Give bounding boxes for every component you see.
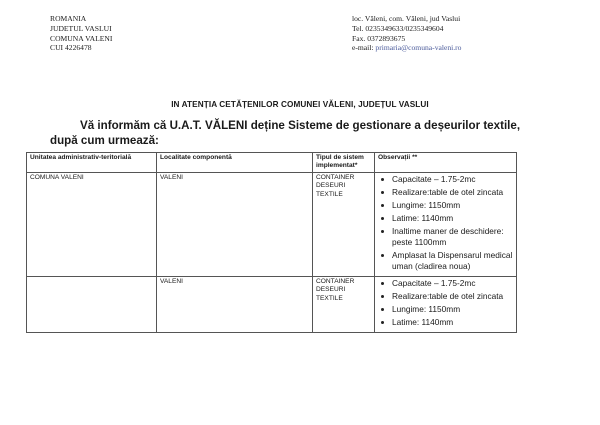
notes-list — [378, 278, 513, 331]
contact-fax: Fax. 0372893675 — [352, 33, 406, 43]
cell-system-type: CONTAINER DESEURI TEXTILE — [313, 172, 375, 276]
note-item: Latime: 1140mm — [378, 317, 513, 328]
note-item: Realizare:table de otel zincata — [378, 291, 513, 302]
letterhead-country: ROMANIA — [50, 14, 87, 23]
attention-heading: IN ATENȚIA CETĂȚENILOR COMUNEI VĂLENI, JUDEȚUL VASLUI — [171, 100, 429, 109]
cell-locality: VALENI — [157, 172, 313, 276]
note-item: Latime: 1140mm — [378, 213, 513, 224]
cell-system-type: CONTAINER DESEURI TEXTILE — [313, 276, 375, 332]
letterhead-cui: CUI 4226478 — [50, 43, 92, 53]
col-header-uat: Unitatea administrativ-teritorială — [27, 153, 157, 173]
note-item: Capacitate – 1.75-2mc — [378, 278, 513, 289]
note-item: Capacitate – 1.75-2mc — [378, 174, 513, 185]
note-item: Inaltime maner de deschidere: peste 1100mm — [378, 226, 513, 248]
letterhead-county: JUDETUL VASLUI — [50, 23, 112, 33]
cell-notes — [375, 276, 517, 332]
col-header-system-type: Tipul de sistem implementat* — [313, 153, 375, 173]
intro-line-1: Vă informăm că U.A.T. VĂLENI deține Sisteme de gestionare a deșeurilor textile, — [80, 119, 521, 132]
contact-email-label: e-mail: — [352, 43, 376, 53]
col-header-locality: Localitate componentă — [157, 153, 313, 173]
cell-uat — [27, 276, 157, 332]
letterhead-commune: COMUNA VALENI — [50, 33, 113, 43]
contact-email-line — [352, 43, 461, 53]
cell-locality: VALENI — [157, 276, 313, 332]
contact-email-link[interactable]: primaria@comuna-valeni.ro — [375, 43, 462, 53]
note-item: Amplasat la Dispensarul medical uman (cladirea noua) — [378, 250, 513, 272]
contact-address: loc. Văleni, com. Văleni, jud Vaslui — [352, 14, 461, 23]
table-row — [27, 276, 517, 332]
cell-notes — [375, 172, 517, 276]
note-item: Lungime: 1150mm — [378, 304, 513, 315]
textile-waste-systems-table — [26, 152, 517, 333]
contact-phone: Tel. 0235349633/0235349604 — [352, 23, 444, 33]
cell-uat: COMUNA VALENI — [27, 172, 157, 276]
notes-list — [378, 174, 513, 275]
note-item: Lungime: 1150mm — [378, 200, 513, 211]
letterhead-left — [50, 14, 112, 53]
table-header-row — [27, 153, 517, 173]
letterhead-contact — [352, 14, 461, 53]
intro-paragraph — [50, 118, 550, 148]
col-header-notes: Observații ** — [375, 153, 517, 173]
intro-line-2: după cum urmează: — [50, 134, 159, 147]
note-item: Realizare:table de otel zincata — [378, 187, 513, 198]
table-row — [27, 172, 517, 276]
